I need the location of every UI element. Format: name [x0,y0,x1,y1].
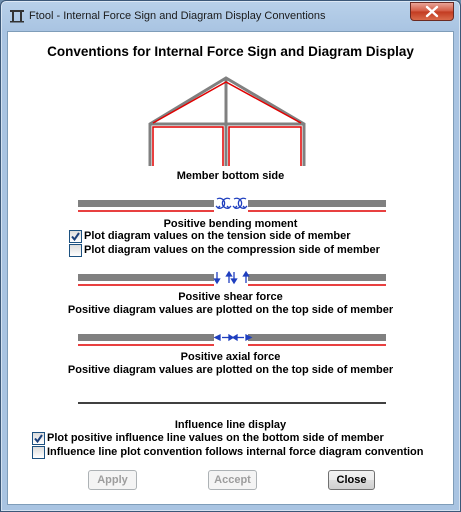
close-icon [411,3,453,20]
member-bottom-side-label: Member bottom side [176,170,285,182]
accept-button[interactable]: Accept [208,470,257,490]
shear-force-title: Positive shear force [178,291,283,303]
axial-force-title: Positive axial force [180,351,281,363]
title-bar[interactable] [1,1,460,31]
influence-follow-convention-checkbox[interactable] [32,446,45,459]
influence-bottom-side-label: Plot positive influence line values on the bottom side of member [47,432,384,444]
shear-force-note: Positive diagram values are plotted on the top side of member [67,304,394,316]
window-close-button[interactable] [410,2,454,21]
apply-button[interactable]: Apply [88,470,137,490]
window-title: Ftool - Internal Force Sign and Diagram Display Conventions [29,10,326,22]
influence-follow-convention-option[interactable] [32,446,444,459]
tension-side-label: Plot diagram values on the tension side of member [84,230,351,242]
dialog-client-area [7,31,454,505]
close-button[interactable]: Close [328,470,375,490]
compression-side-label: Plot diagram values on the compression side of member [84,244,380,256]
axial-force-note: Positive diagram values are plotted on the top side of member [67,364,394,376]
influence-line-title: Influence line display [174,419,287,431]
bending-moment-title: Positive bending moment [163,218,298,230]
influence-bottom-side-option[interactable] [32,432,442,445]
influence-follow-convention-label: Influence line plot convention follows internal force diagram convention [47,446,424,458]
ftool-app-icon [9,9,25,23]
influence-bottom-side-checkbox[interactable] [32,432,45,445]
dialog-heading: Conventions for Internal Force Sign and Diagram Display [47,44,414,59]
